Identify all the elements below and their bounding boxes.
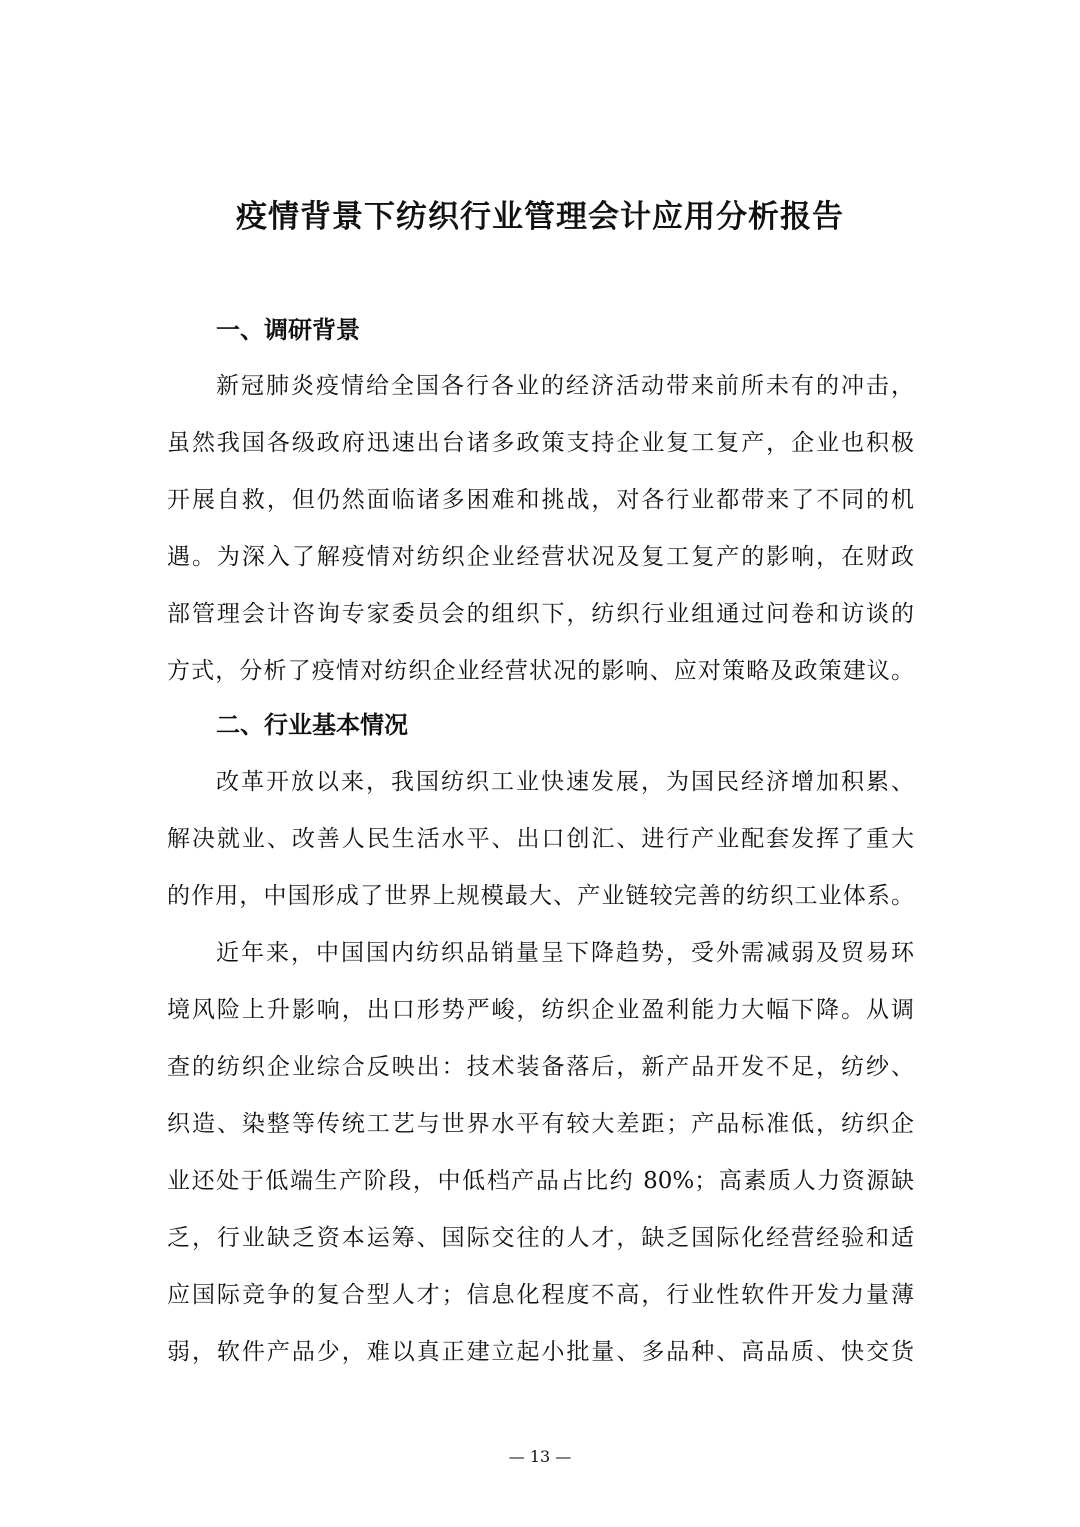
paragraph-line: 部管理会计咨询专家委员会的组织下，纺织行业组通过问卷和访谈的	[167, 601, 914, 627]
paragraph-line: 近年来，中国国内纺织品销量呈下降趋势，受外需减弱及贸易环	[216, 940, 914, 966]
paragraph-line: 查的纺织企业综合反映出：技术装备落后，新产品开发不足，纺纱、	[167, 1054, 914, 1080]
section-heading-industry-overview: 二、行业基本情况	[216, 711, 408, 739]
paragraph-line: 应国际竞争的复合型人才；信息化程度不高，行业性软件开发力量薄	[167, 1282, 914, 1308]
paragraph-line: 方式，分析了疫情对纺织企业经营状况的影响、应对策略及政策建议。	[167, 658, 914, 684]
paragraph-line: 虽然我国各级政府迅速出台诸多政策支持企业复工复产，企业也积极	[167, 430, 914, 456]
paragraph-line: 弱，软件产品少，难以真正建立起小批量、多品种、高品质、快交货	[167, 1339, 914, 1365]
section-heading-research-background: 一、调研背景	[216, 316, 360, 344]
paragraph-line: 解决就业、改善人民生活水平、出口创汇、进行产业配套发挥了重大	[167, 826, 914, 852]
page-title: 疫情背景下纺织行业管理会计应用分析报告	[236, 199, 844, 235]
paragraph-line: 境风险上升影响，出口形势严峻，纺织企业盈利能力大幅下降。从调	[167, 997, 914, 1023]
paragraph-line: 改革开放以来，我国纺织工业快速发展，为国民经济增加积累、	[216, 769, 914, 795]
page-number: — 13 —	[508, 1447, 572, 1466]
paragraph-line: 织造、染整等传统工艺与世界水平有较大差距；产品标准低，纺织企	[167, 1111, 914, 1137]
paragraph-line: 乏，行业缺乏资本运筹、国际交往的人才，缺乏国际化经营经验和适	[167, 1225, 914, 1251]
paragraph-line: 开展自救，但仍然面临诸多困难和挑战，对各行业都带来了不同的机	[167, 487, 914, 513]
paragraph-line: 的作用，中国形成了世界上规模最大、产业链较完善的纺织工业体系。	[167, 883, 914, 909]
paragraph-line: 遇。为深入了解疫情对纺织企业经营状况及复工复产的影响，在财政	[167, 544, 914, 570]
paragraph-line: 新冠肺炎疫情给全国各行各业的经济活动带来前所未有的冲击，	[216, 373, 914, 399]
paragraph-line: 业还处于低端生产阶段，中低档产品占比约 80%；高素质人力资源缺	[167, 1168, 914, 1194]
